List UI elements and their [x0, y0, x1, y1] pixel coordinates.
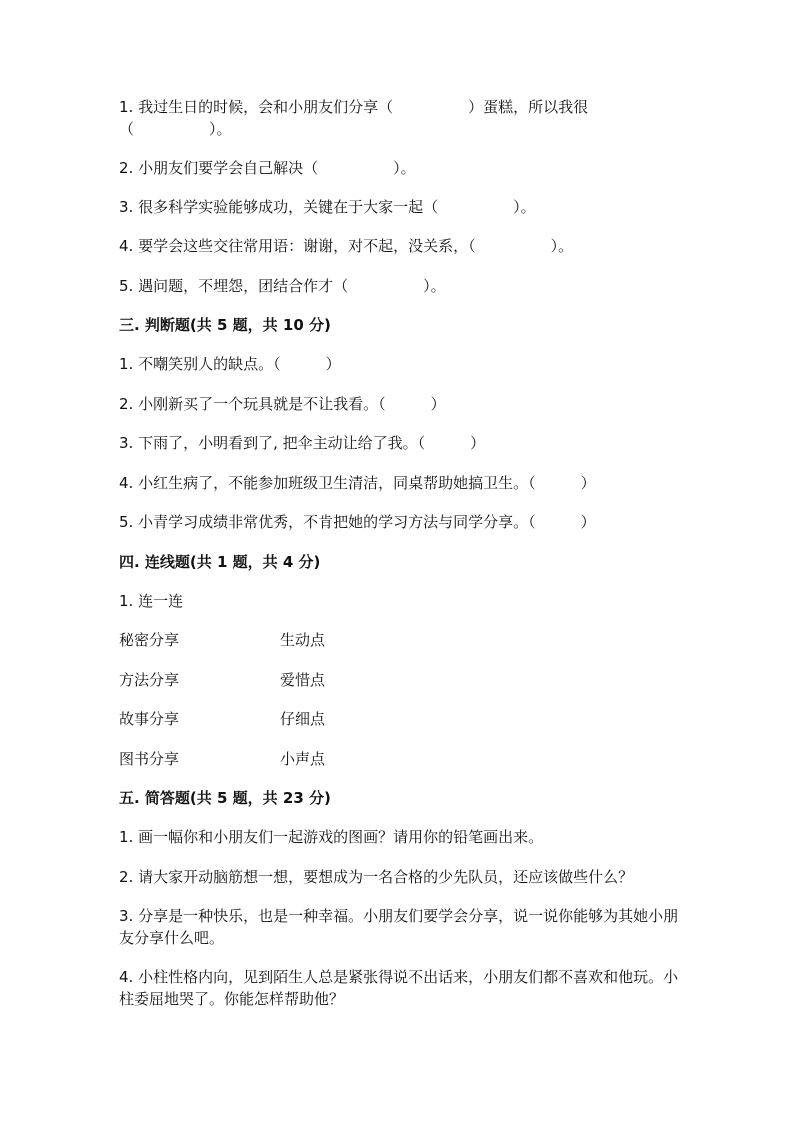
fill-blank-item-1: 1. 我过生日的时候，会和小朋友们分享（ ）蛋糕，所以我很（ ）。 [119, 98, 589, 138]
short-answer-item-3: 3. 分享是一种快乐，也是一种幸福。小朋友们要学会分享，说一说你能够为其她小朋友分享什么吧。 [119, 907, 679, 947]
judge-item-2: 2. 小刚新买了一个玩具就是不让我看。（ ） [119, 395, 446, 413]
fill-blank-item-2: 2. 小朋友们要学会自己解决（ ）。 [119, 159, 416, 177]
short-answer-item-2: 2. 请大家开动脑筋想一想，要想成为一名合格的少先队员，还应该做些什么？ [119, 868, 634, 886]
match-left-1: 秘密分享 [119, 631, 180, 649]
judge-item-5: 5. 小青学习成绩非常优秀，不肯把她的学习方法与同学分享。（ ） [119, 513, 596, 531]
section-3-heading: 三. 判断题(共 5 题，共 10 分) [119, 316, 331, 334]
match-left-3: 故事分享 [119, 710, 180, 728]
section-5-heading: 五. 简答题(共 5 题，共 23 分) [119, 789, 331, 807]
short-answer-item-4: 4. 小柱性格内向，见到陌生人总是紧张得说不出话来，小朋友们都不喜欢和他玩。小柱委屈地哭了。你能怎样帮助他？ [119, 968, 679, 1008]
fill-blank-item-4: 4. 要学会这些交往常用语：谢谢，对不起，没关系，（ ）。 [119, 237, 574, 255]
judge-item-3: 3. 下雨了，小明看到了, 把伞主动让给了我。（ ） [119, 434, 486, 452]
match-right-2: 爱惜点 [280, 671, 326, 689]
match-prompt: 1. 连一连 [119, 592, 184, 610]
judge-item-1: 1. 不嘲笑别人的缺点。（ ） [119, 355, 341, 373]
short-answer-item-1: 1. 画一幅你和小朋友们一起游戏的图画？请用你的铅笔画出来。 [119, 828, 544, 846]
match-right-4: 小声点 [280, 750, 326, 768]
match-right-3: 仔细点 [280, 710, 326, 728]
match-right-1: 生动点 [280, 631, 326, 649]
match-left-4: 图书分享 [119, 750, 180, 768]
judge-item-4: 4. 小红生病了，不能参加班级卫生清洁，同桌帮助她搞卫生。（ ） [119, 474, 596, 492]
fill-blank-item-3: 3. 很多科学实验能够成功，关键在于大家一起（ ）。 [119, 198, 536, 216]
match-left-2: 方法分享 [119, 671, 180, 689]
section-4-heading: 四. 连线题(共 1 题，共 4 分) [119, 553, 321, 571]
fill-blank-item-5: 5. 遇问题，不埋怨，团结合作才（ ）。 [119, 277, 446, 295]
